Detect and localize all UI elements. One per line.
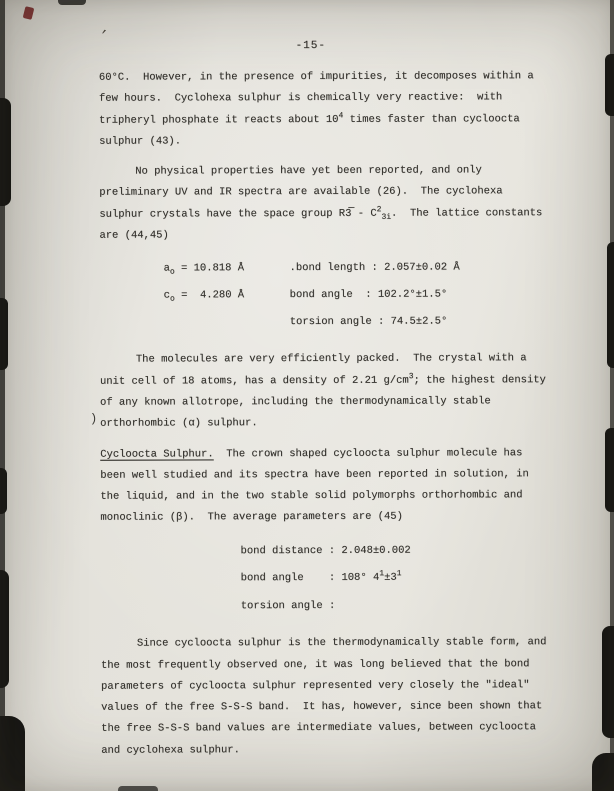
lattice-row-a: [164, 255, 552, 283]
torsion-angle-value: torsion angle : 74.5±2.5°: [289, 315, 448, 329]
scan-margin-mark: ): [90, 412, 98, 426]
paragraph-packing: The molecules are very efficiently packed. The crystal with a unit cell of 18 atoms, has a density of 2.21 $g/cm^3$; the highest density of any known allotrope, including the thermodynamically stable orthorhombic (α) sulphur.: [99, 352, 553, 430]
lattice-a-value: $a_o = 10.818$ Å: [163, 262, 245, 277]
average-parameters-block: [100, 537, 552, 621]
lattice-constants-block: [100, 255, 552, 338]
lattice-c-value: $c_o = 4.280$ Å: [163, 289, 245, 304]
bond-angle-row: bond angle : 108° $4^1\pm 3^1$: [240, 569, 402, 585]
paragraph-decomposition: 60°C. However, in the presence of impurities, it decomposes within a few hours. Cyclohexa sulphur is chemically very reactive: with tripheryl phosphate it reacts about $10^4$ times faster than cycloocta sulphur (43).: [98, 70, 541, 148]
bond-distance-row: bond distance : 2.048±0.002: [240, 544, 411, 557]
paragraph-conclusion: Since cycloocta sulphur is the thermodynamically stable form, and the most frequently observed one, it was long believed that the bond parameters of cycloocta sulphur represented very closely the "ideal" values of the free S-S-S band. It has, however, since been shown that the free S-S-S band values are intermediate values, between cycloocta and cyclohexa sulphur.: [100, 636, 553, 757]
lattice-row-torsion: [164, 309, 552, 337]
bond-length-value: .bond length : 2.057±0.02 Å: [289, 261, 460, 275]
lattice-empty-cell: [164, 309, 290, 336]
paragraph-cycloocta: Cycloocta Sulphur. The crown shaped cycloocta sulphur molecule has been well studied and its spectra have been reported in solution, in the liquid, and in the two stable solid polymorphs orthorhombic and monoclinic (β). The average parameters are (45): [100, 446, 536, 525]
torsion-angle-row: torsion angle :: [240, 599, 336, 612]
pen-mark: ’: [96, 27, 109, 44]
bond-angle-value: bond angle : 102.2°±1.5°: [289, 288, 448, 302]
page-number: -15-: [295, 39, 327, 53]
lattice-row-c: [164, 282, 552, 310]
paragraph-properties: No physical properties have yet been reported, and only preliminary UV and IR spectra are available (26). The cyclohexa sulphur crystals have the space group R3̅ - $C^2_{3i}$. The lattice constants are (44,45): [99, 164, 549, 242]
